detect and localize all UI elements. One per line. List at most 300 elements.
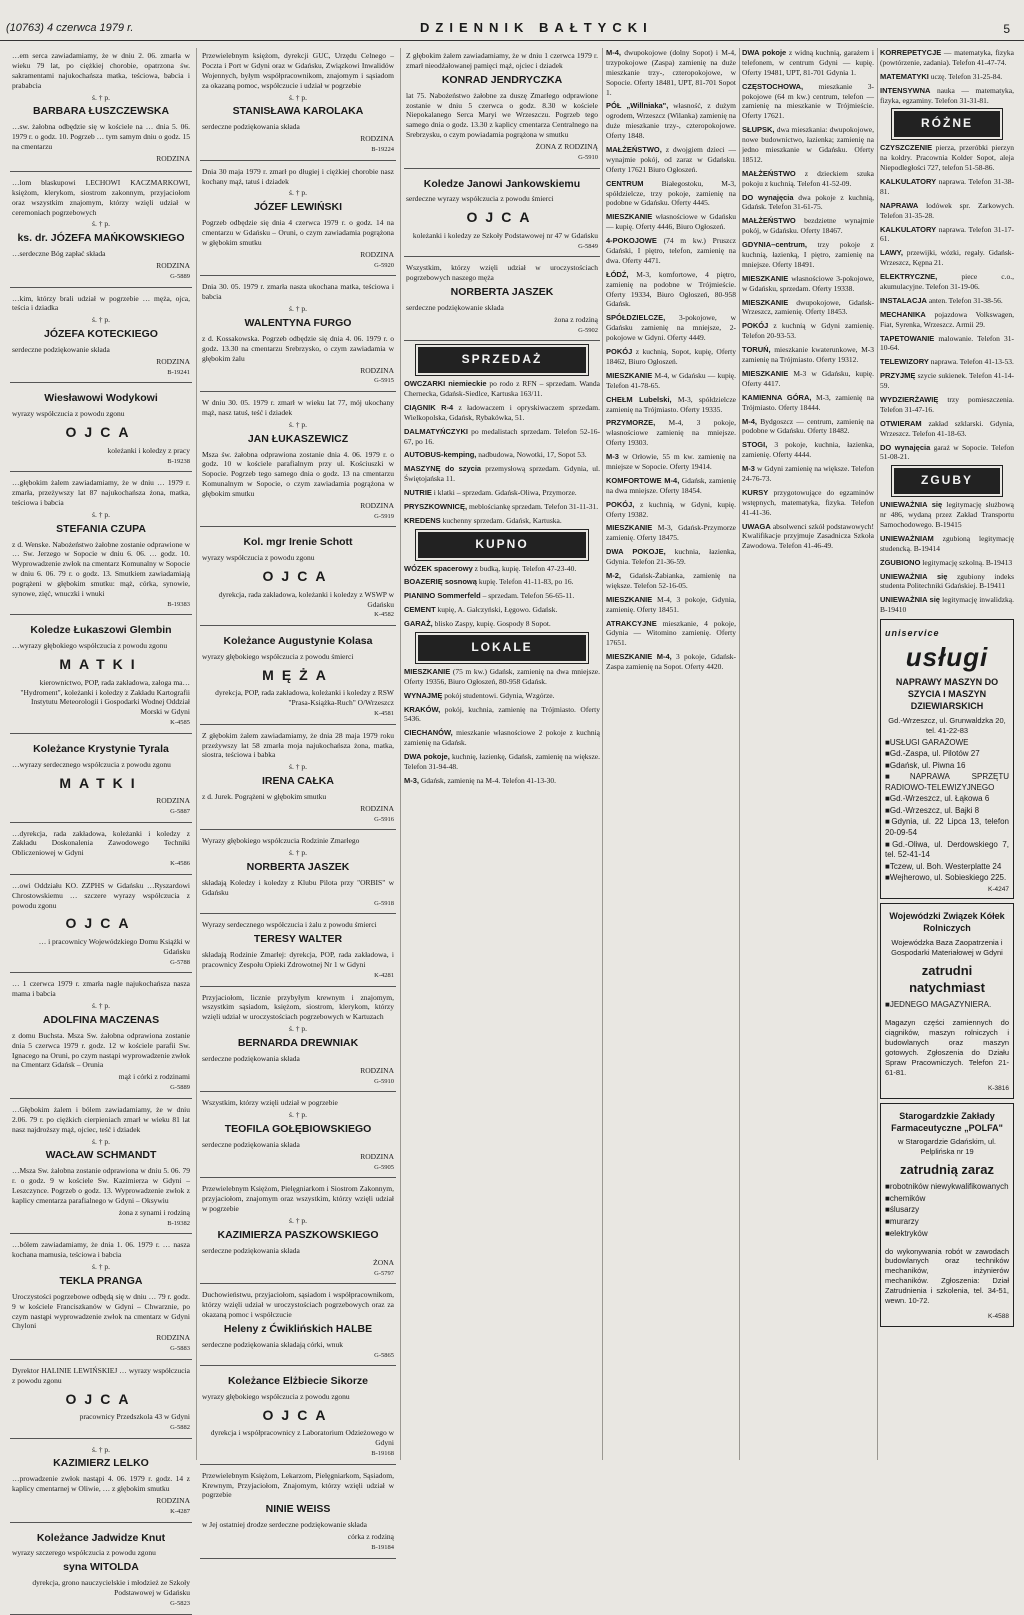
obituary-notice [10, 1237, 192, 1360]
notice-signature: RODZINA [360, 134, 394, 144]
notice-signature: kierownictwo, POP, rada zakładowa, załoga ma… "Hydroment", koleżanki i koledzy z Zakładu Kartografii Instytutu Meteorologii i Gospodarki Wodnej Oddział Morski w Gdyni [20, 677, 190, 717]
classified-ad [606, 313, 736, 343]
ad-text: Gdańsk, zamienię na dwa mniejsze. Oferty 18454. [606, 475, 737, 495]
classified-ad [404, 728, 600, 748]
ad-text: legitymację inwalidzką. B-19410 [880, 595, 1014, 615]
ad-text: w Gdyni zamienię na większe. Telefon 24-76-73. [742, 464, 874, 483]
notice-signature: żona z rodziną [554, 314, 598, 324]
notice-code: G-5910 [578, 153, 598, 161]
notice-signature: RODZINA [360, 501, 394, 510]
obituary-notice [10, 1102, 192, 1234]
ad-lead: POKÓJ [742, 321, 769, 331]
classified-ad [742, 274, 874, 294]
classified-ad [404, 591, 600, 601]
notice-code: G-5887 [170, 807, 190, 815]
notice-lead: Z głębokim żalem zawiadamiamy, że w dniu 1 czerwca 1979 r. zmarł nieodżałowanej pamięci mąż, ojciec i dziadek [406, 51, 598, 70]
notice-lead: Wyrazy serdecznego współczucia i żalu z powodu śmierci [202, 920, 377, 930]
brand-logo [885, 628, 1009, 674]
notice-code: G-5882 [170, 1423, 190, 1431]
classified-ad [880, 296, 1014, 306]
header-rule [0, 40, 1024, 41]
deceased-name: Kol. mgr Irenie Schott [243, 536, 353, 549]
notice-body: serdeczne podziękowania składa [202, 1053, 300, 1063]
ad-lead: TAPETOWANIE [880, 333, 935, 343]
obituary-notice [200, 629, 396, 725]
ad-lead: MAŁŻEŃSTWO, [606, 145, 662, 155]
notice-lead: …głębokim żalem zawiadamiamy, że w dniu … 1979 r. zmarła, przeżywszy lat 87 najukochańsza żona, matka, teściowa i babcia [12, 478, 190, 507]
brand-logo-small: uniservice [885, 628, 940, 639]
ad-lead: KORREPETYCJE [880, 48, 942, 57]
deceased-name: Koledze Janowi Jankowskiemu [423, 177, 581, 190]
ad-lead: ŁÓDŹ, [606, 269, 629, 279]
classified-ad [880, 248, 1014, 268]
ad-text: garaż w Sopocie. Telefon 51-08-21. [880, 442, 1014, 462]
ad-lead: M-4, [742, 416, 757, 426]
ad-text: po medalistach sprzedam. Telefon 52-16-67, po 16. [404, 426, 600, 446]
obituary-notice [200, 917, 396, 986]
obituary-notice [200, 1287, 396, 1366]
ad-lead: MIESZKANIE [404, 666, 451, 676]
ad-lead: INSTALACJA [880, 295, 927, 305]
notice-code: G-5920 [374, 261, 394, 269]
relation-word: OJCA [466, 209, 538, 226]
column-classifieds-misc [880, 48, 1014, 1460]
notice-rip: ś. † p. [289, 419, 307, 429]
ad-lead: PÓŁ „Willniaka", [606, 101, 669, 111]
ad-text: dwupokojowe, Gdańsk-Wrzeszcz, zamienię. Oferty 18453. [742, 297, 874, 317]
notice-body: …wyrazy głębokiego współczucia z powodu zgonu [12, 641, 168, 651]
ad-text: naprawa. Telefon 31-38-81. [880, 176, 1014, 196]
page-number: 5 [1003, 22, 1010, 36]
ad-lead: MAŁŻEŃSTWO [742, 216, 796, 226]
notice-code: G-5849 [578, 242, 598, 250]
notice-body: w Jej ostatniej drodze serdeczne podziękowanie składa [202, 1520, 367, 1530]
ad-text: M-3, Gdańsk-Przymorze zamienię. Oferty 18475. [606, 523, 736, 543]
deceased-name: Wiesławowi Wodykowi [44, 392, 158, 405]
ad-note: do wykonywania robót w zawodach budowlanych oraz techników mechaników, inżynierów mechaników. Zgłoszenia: Dział Zatrudnienia i szkolenia, tel. 34-51, wewn. 10-72. [885, 1246, 1009, 1306]
ad-code: K-3816 [988, 1085, 1009, 1093]
notice-lead: …dyrekcja, rada zakładowa, koleżanki i koledzy z Zakładu Doskonalenia Zawodowego Techniki Obliczeniowej w Gdyni [12, 828, 190, 858]
ad-lead: LAWY, [880, 248, 903, 258]
notice-rip: ś. † p. [289, 1215, 307, 1225]
deceased-name: JAN ŁUKASZEWICZ [247, 432, 349, 445]
issue-date: (10763) 4 czerwca 1979 r. [6, 22, 134, 34]
ad-text: — matematyka, fizyka (powtórzenie, zadania). Telefon 41-47-74. [880, 48, 1014, 67]
classified-ad [404, 605, 600, 615]
ad-text: blisko Zaspy, kupię. Gospody 8 Sopot. [434, 619, 551, 629]
column-classifieds-housing [606, 48, 736, 1460]
notice-code: K-4581 [374, 710, 394, 718]
notice-body: serdeczne podziękowanie składa [406, 302, 504, 312]
classified-ad [404, 516, 600, 526]
notice-rip: ś. † p. [289, 1024, 307, 1034]
ad-text: z kuchnią w Gdyni zamienię. Telefon 20-93-53. [742, 321, 874, 341]
notice-lead: …Głębokim żalem i bólem zawiadamiamy, że w dniu 2.06. 79 r. po ciężkich cierpieniach zmarł w wieku 81 lat nasz najdroższy mąż, ojciec, teść i dziadek [12, 1104, 190, 1134]
classified-ad [404, 464, 600, 484]
notice-body: serdeczne wyrazy współczucia z powodu śmierci [406, 194, 554, 204]
notice-signature: dyrekcja, POP, rada zakładowa, koleżanki i koledzy z RSW "Prasa-Książka-Ruch" O/Wrzeszcz [215, 688, 394, 708]
notice-rip: ś. † p. [92, 1444, 110, 1454]
ad-lead: AUTOBUS-kemping, [404, 450, 477, 460]
obituary-notice [10, 618, 192, 733]
ad-lead: CHEŁM Lubelski, [606, 394, 672, 404]
notice-body: wyrazy głębokiego współczucia z powodu zgonu [202, 1391, 350, 1401]
ad-text: uczę. Telefon 31-25-84. [930, 71, 1003, 81]
classified-ad [404, 776, 600, 786]
obituary-notice [10, 1442, 192, 1523]
ad-text: Gdańsk-Żabianka, zamienię na większe. Telefon 52-16-05. [606, 570, 737, 590]
ad-text: malowanie. Telefon 31-10-64. [880, 333, 1014, 353]
classified-ad [404, 619, 600, 629]
ad-text: Bydgoszcz — centrum, zamienię na podobne w Gdańsku. Oferty 18482. [742, 416, 874, 436]
classified-ad [880, 572, 1014, 592]
ad-lead: MIESZKANIE [742, 368, 789, 378]
obituary-notice [200, 990, 396, 1093]
notice-signature: RODZINA [156, 796, 190, 806]
notice-code: K-4586 [170, 860, 190, 868]
notice-code: G-5919 [374, 512, 394, 520]
ad-text: (74 m kw.) Pruszcz Gdański, I piętro, telefon, zamienię na dwa. Oferty 4471. [606, 236, 736, 265]
notice-body: wyrazy głębokiego współczucia z powodu śmierci [202, 651, 354, 661]
classified-ad [606, 547, 736, 567]
ad-lead: PRZYJMĘ [880, 371, 916, 381]
relation-word: OJCA [262, 568, 334, 585]
classified-ad [404, 752, 600, 772]
ad-lead: KURSY [742, 487, 769, 497]
ad-lead: KALKULATORY [880, 176, 937, 186]
notice-lead: …owi Oddziału KO. ZZPHS w Gdańsku …Ryszardowi Chrostowskiemu … szczere wyrazy współczucia z powodu zgonu [12, 880, 190, 910]
ad-list-item: ■ Gdynia, ul. 22 Lipca 13, telefon 20-09-54 [885, 817, 1009, 838]
section-heading: LOKALE [418, 635, 586, 661]
notice-signature: pracownicy Przedszkola 43 w Gdyni [79, 1412, 190, 1422]
ad-text: meblościankę sprzedam. Telefon 31-11-31. [468, 501, 599, 511]
ad-lead: MECHANIKA [880, 309, 926, 319]
obituary-notice [10, 386, 192, 472]
ad-text: dwa mieszkania: dwupokojowe, nowe budownictwo, łazienka; zamienię na jedno mieszkanie w Gdańsku. Oferty 18512. [742, 125, 874, 164]
ad-text: M-3 w Gdańsku, kupię. Oferty 4417. [742, 368, 874, 388]
notice-lead: Przyjaciołom, licznie przybyłym krewnym i znajomym, wszystkim sąsiadom, księżom, siostrom, klerykom, którzy wzięli udział w uroczystościach pogrzebowych w Kartuzach [202, 992, 394, 1022]
notice-signature: RODZINA [156, 356, 190, 366]
ad-text: mieszkanie własnościowe 2 pokoje z kuchnią zamienię na Gdańsk. [404, 728, 601, 748]
ad-lead: WYDZIERŻAWIĘ [880, 394, 939, 404]
ad-lead: MIESZKANIE [742, 297, 789, 307]
deceased-name: BARBARA ŁUSZCZEWSKA [32, 105, 170, 118]
obituary-notice [10, 976, 192, 1099]
notice-rip: ś. † p. [289, 92, 307, 102]
ad-lead: GDYNIA–centrum, [742, 240, 808, 250]
notice-lead: …em serca zawiadamiamy, że w dniu 2. 06. zmarła w wieku 79 lat, po ciężkiej chorobie, opatrzona św. sakramentami najukochańsza matka, teściowa, babcia i prababcia [12, 51, 190, 90]
obituary-notice [200, 530, 396, 626]
ad-lead: KREDENS [404, 515, 441, 525]
notice-code: G-5916 [374, 815, 394, 823]
ad-lead: ZGUBIONO [880, 557, 921, 567]
notice-body: serdeczne podziękowania składa [202, 1245, 300, 1255]
notice-rip: ś. † p. [92, 1001, 110, 1011]
ad-lead: CZYSZCZENIE [880, 143, 933, 153]
notice-signature: mąż i córki z rodzinami [118, 1072, 190, 1082]
notice-lead: Dnia 30 maja 1979 r. zmarł po długiej i ciężkiej chorobie nasz kochany mąż, tatuś i dziadek [202, 166, 394, 186]
ad-lead: UNIEWAŻNIA się [880, 500, 943, 510]
classified-ad [880, 558, 1014, 568]
classified-ad [742, 216, 874, 236]
ad-text: Białegostoku, M-3, spółdzielcze, trzy pokoje, zamienię na podobne w Gdańsku. Oferty 4445. [606, 178, 736, 208]
classified-ad [880, 72, 1014, 82]
ad-text: kuchnia, łazienka, Gdynia. Telefon 21-36-59. [606, 547, 736, 567]
notice-signature: koleżanki i koledzy z pracy [107, 445, 190, 455]
classified-ad [742, 345, 874, 365]
classified-ad [404, 379, 600, 399]
ad-text: i klatki – sprzedam. Gdańsk-Oliwa, Przymorze. [433, 488, 577, 498]
obituary-notice [200, 833, 396, 914]
ad-lead: M-4, [606, 48, 621, 57]
display-advertisement [880, 619, 1014, 899]
ad-text: nadbudowa, Nowotki, 17, Sopot 53. [478, 450, 587, 460]
classified-ad [404, 427, 600, 447]
section-heading: KUPNO [418, 532, 586, 558]
deceased-name: WACŁAW SCHMANDT [45, 1149, 157, 1162]
ad-lead: M-3, [404, 775, 419, 785]
classified-ad [606, 179, 736, 209]
notice-body: Uroczystości pogrzebowe odbędą się w dniu … 79 r. godz. 9 w kościele Franciszkanów w Gdyni – Chwarznie, po czym nastąpi wyprowadzenie zwłok na cmentarz w Gdyni Chyloni [12, 1291, 190, 1331]
ad-lead: MIESZKANIE [606, 212, 653, 222]
deceased-name: ks. dr. JÓZEFA MAŃKOWSKIEGO [17, 232, 185, 245]
notice-body: z d. Kossakowska. Pogrzeb odbędzie się dnia 4. 06. 1979 r. o godz. 13.30 na cmentarzu Srebrzysko, o czym zawiadamia w głębokim żalu [202, 333, 394, 363]
ad-text: z dwojgiem dzieci — wynajmie pokój, od zaraz w Gdańsku. Oferty 17621 Biuro Ogłoszeń. [606, 145, 736, 174]
notice-body: …prowadzenie zwłok nastąpi 4. 06. 1979 r. godz. 14 z kaplicy cmentarnej w Oliwie, … z głębokim smutku [12, 1474, 190, 1494]
notice-body: składają Rodzinie Zmarłej: dyrekcja, POP, rada zakładowa, i pracownicy Zespołu Opieki Zdrowotnej Nr 1 w Gdyni [202, 950, 394, 970]
ad-code: K-4247 [988, 885, 1009, 893]
obituary-notice [10, 826, 192, 875]
ad-lead: ELEKTRYCZNE, [880, 272, 938, 282]
classified-ad [404, 577, 600, 587]
notice-code: G-5865 [374, 1351, 394, 1359]
classified-ad [606, 395, 736, 415]
notice-body: lat 75. Nabożeństwo żałobne za duszę Zmarłego odprawione zostanie w dniu 5 czerwca o godz. 8.30 w kościele Niepokalanego Serca Maryi we Wrzeszczu. Pogrzeb tego samego dnia o godz. 13.30 z kaplicy cmentarza Centralnego na Srebrzysku, o czym powiadamia pogrążona w smutku [406, 90, 598, 140]
deceased-name: KONRAD JENDRYCZKA [441, 73, 563, 86]
obituary-notice [200, 395, 396, 527]
ad-text: 3 pokoje, Gdańsk-Zaspa zamienię na Sopot. Oferty 4420. [606, 652, 737, 672]
ad-lead: WÓZEK spacerowy [404, 563, 473, 573]
deceased-name: Koleżance Krystynie Tyrala [33, 742, 169, 755]
classified-ad [606, 212, 736, 232]
deceased-name: Koleżance Elżbiecie Sikorze [227, 1375, 369, 1388]
ad-text: kupię, A. Gałczyński, Łęgowo. Gdańsk. [437, 605, 558, 615]
ad-lead: MASZYNĘ do szycia [404, 464, 482, 474]
ad-text: z kuchnią, Sopot, kupię, Oferty 18462, Biuro Ogłoszeń. [606, 347, 737, 366]
ad-text: z ładowaczem i opryskiwaczem sprzedam. Wielkopolska, Gdańsk, Rybakówka, 51. [404, 402, 600, 422]
notice-lead: … 1 czerwca 1979 r. zmarła nagle najukochańsza nasza mama i babcia [12, 979, 190, 999]
notice-body: …sw. żałobna odbędzie się w kościele na … dnia 5. 06. 1979 r. o godz. 10. Pogrzeb … tym samym dniu o godz. 15 na cmentarzu [12, 122, 190, 152]
deceased-name: WALENTYNA FURGO [244, 317, 352, 330]
notice-code: K-4582 [374, 611, 394, 619]
classified-ad [404, 450, 600, 460]
deceased-name: ADOLFINA MACZENAS [42, 1013, 160, 1026]
brand-logo-text: usługi [905, 641, 989, 672]
deceased-name: NORBERTA JASZEK [246, 861, 350, 874]
ad-text: M-3, spółdzielcze zamienię na Trójmiasto. Oferty 19335. [606, 394, 736, 414]
obituary-notice [10, 291, 192, 384]
notice-lead: Wyrazy głębokiego współczucia Rodzinie Zmarłego [202, 836, 360, 846]
notice-code: G-5905 [374, 1163, 394, 1171]
column-obituaries-2 [200, 48, 396, 1551]
classified-ad [880, 201, 1014, 221]
column-obituaries-1 [10, 48, 192, 1607]
notice-code: G-5883 [170, 1345, 190, 1353]
obituary-notice [404, 172, 600, 258]
notice-body: …wyrazy serdecznego współczucia z powodu zgonu [12, 759, 171, 769]
page-header [0, 0, 1024, 40]
notice-code: B-19382 [167, 1219, 190, 1227]
ad-lead: M-3 [742, 464, 755, 474]
ad-lead: KAMIENNA GÓRA, [742, 392, 812, 402]
classified-ad [404, 488, 600, 498]
classified-ad [880, 534, 1014, 554]
ad-lead: DO wynajęcia [742, 192, 794, 202]
notice-rip: ś. † p. [92, 1262, 110, 1272]
ad-text: własnościowe 3-pokojowe, w Gdańsku, sprzedam. Oferty 19338. [742, 273, 875, 293]
ad-text: trzy pomieszczenia. Telefon 31-47-16. [880, 394, 1014, 414]
classified-ad [742, 488, 874, 518]
classified-ad [742, 82, 874, 122]
notice-code: B-19241 [167, 368, 190, 376]
ad-text: Gdańsk, zamienię na M-4. Telefon 41-13-30. [420, 775, 557, 785]
notice-signature: RODZINA [360, 249, 394, 259]
ad-lead: MIESZKANIE [742, 273, 789, 283]
notice-lead: Dyrektor HALINIE LEWIŃSKIEJ … wyrazy współczucia z powodu zgonu [12, 1365, 190, 1385]
ad-text: legitymację szkolną. B-19413 [922, 557, 1013, 567]
ad-list-item: ■ robotników niewykwalifikowanych [885, 1182, 1009, 1193]
notice-lead: Dnia 30. 05. 1979 r. zmarła nasza ukochana matka, teściowa i babcia [202, 282, 394, 302]
notice-code: G-5889 [170, 1084, 190, 1092]
classified-ad [880, 272, 1014, 292]
ad-text: legitymację służbową nr 486, wydaną przez Zakład Transportu Samochodowego. B-19415 [880, 500, 1015, 529]
ad-lead: CIECHANÓW, [404, 728, 453, 738]
ad-text: 3 pokoje, kuchnia, łazienka, zamienię. Oferty 4444. [742, 440, 874, 460]
ad-lead: DO wynajęcia [880, 442, 931, 452]
classified-ad [606, 452, 736, 472]
notice-signature: RODZINA [360, 803, 394, 813]
ad-lead: UWAGA [742, 521, 771, 531]
deceased-name: TEOFILA GOŁĘBIOWSKIEGO [224, 1123, 372, 1136]
ad-lead: KRAKÓW, [404, 704, 441, 714]
deceased-name: TERESY WALTER [253, 933, 343, 946]
notice-code: K-4585 [170, 719, 190, 727]
column-divider [602, 48, 603, 1460]
obituary-notice [404, 260, 600, 341]
ad-list [885, 1000, 1009, 1011]
classified-ad [606, 145, 736, 175]
notice-code: K-4287 [170, 1507, 190, 1515]
classified-ad [606, 523, 736, 543]
ad-text: kuchenny sprzedam. Gdańsk, Kartuska. [442, 515, 562, 525]
classified-ad [606, 476, 736, 496]
notice-signature: koleżanki i koledzy ze Szkoły Podstawowej nr 47 w Gdańsku [412, 230, 598, 240]
classified-ad [742, 48, 874, 78]
ad-lead: MIESZKANIE [606, 370, 653, 380]
ad-text: szycie sukienek. Telefon 41-14-59. [880, 371, 1014, 391]
classified-ad [404, 564, 600, 574]
notice-code: G-5797 [374, 1269, 394, 1277]
ad-lead: PRZYMORZE, [606, 418, 656, 428]
ad-text: pokój studentowi. Gdynia, Wzgórze. [444, 690, 555, 700]
classified-ad [742, 125, 874, 165]
classified-ad [742, 440, 874, 460]
ad-lead: TORUŃ, [742, 345, 771, 355]
notice-signature: dyrekcja, grono nauczycielskie i młodzież ze Szkoły Podstawowej w Gdańsku [32, 1578, 190, 1598]
ad-text: piece c.o., akumulacyjne. Telefon 31-19-06. [880, 272, 1015, 291]
ad-text: w Orłowie, 55 m kw. zamienię na mniejsze w Sopocie. Oferty 19414. [606, 452, 737, 471]
ad-lead: NUTRIE [404, 488, 432, 498]
ad-list-item: ■ ślusarzy [885, 1205, 1009, 1216]
notice-signature: RODZINA [156, 1333, 190, 1343]
ad-title: Wojewódzki Związek Kółek Rolniczych [889, 911, 1005, 934]
notice-lead: …lom blaskupowi LECHOWI KACZMARKOWI, księżom, klerykom, siostrom zakonnym, przyjaciołom oraz wszystkim znajomym, którzy wzięli udział w ceremoniach pogrzebowych [12, 177, 190, 217]
classified-ad [880, 500, 1014, 530]
relation-word: MATKI [59, 774, 143, 791]
notice-signature: RODZINA [156, 261, 190, 271]
ad-text: kupię. Telefon 41-11-83, po 16. [478, 577, 574, 587]
notice-rip: ś. † p. [92, 92, 110, 102]
ad-lead: PRYSZKOWNICĘ, [404, 501, 468, 511]
ad-text: przewijki, wózki, regały. Gdańsk-Wrzeszcz, Kępna 21. [880, 248, 1014, 268]
ad-lead: DWA POKOJE, [606, 547, 666, 557]
notice-body: serdeczne podziękowania składają córki, wnuk [202, 1339, 343, 1349]
notice-code: G-5915 [374, 377, 394, 385]
ad-lead: PIANINO Sommerfeld [404, 591, 481, 601]
classified-ad [742, 298, 874, 318]
notice-code: B-19238 [167, 457, 190, 465]
notice-lead: Wszystkim, którzy wzięli udział w uroczystościach pogrzebowych naszego męża [406, 263, 598, 283]
ad-text: pokój, kuchnia, zamienię na Trójmiasto. Oferty 5436. [404, 704, 600, 724]
deceased-name: STEFANIA CZUPA [56, 522, 146, 535]
column-classifieds-housing-2 [742, 48, 874, 1460]
ad-text: przemysłową sprzedam. Gdynia, ul. Świętojańska 11. [404, 464, 601, 484]
ad-text: M-3, zamienię na Trójmiasto. Oferty 18444. [742, 392, 874, 412]
notice-body: wyrazy współczucia z powodu zgonu [12, 409, 125, 419]
ad-lead: MATEMATYKI [880, 71, 929, 81]
ad-text: z kuchnią, w Gdyni, kupię. Oferty 19382. [606, 499, 736, 519]
obituary-notice [10, 475, 192, 615]
ad-lead: OTWIERAM [880, 418, 922, 428]
ad-list-item: ■ NAPRAWA SPRZĘTU RADIOWO-TELEWIZYJNEGO [885, 772, 1009, 793]
ad-lead: MIESZKANIE M-4, [606, 652, 672, 662]
notice-lead: Duchowieństwu, przyjaciołom, sąsiadom i współpracownikom, którzy wzięli udział w uroczystościach pogrzebowych oraz za okazaną pomoc i współczucie [202, 1290, 394, 1319]
deceased-name: TEKLA PRANGA [59, 1274, 143, 1287]
ad-text: zgubiony indeks studenta Politechniki Gdańskiej. B-19411 [880, 571, 1014, 591]
relation-word: MATKI [59, 656, 143, 673]
ad-lead: DWA pokoje, [404, 752, 450, 762]
classified-ad [742, 522, 874, 552]
section-heading: RÓŻNE [894, 111, 1000, 137]
notice-rip: ś. † p. [92, 219, 110, 229]
notice-signature: RODZINA [360, 1065, 394, 1075]
ad-lead: M-3 [606, 452, 619, 462]
notice-body: …Msza Sw. żałobna zostanie odprawiona w dniu 5. 06. 79 r. o godz. 9 w kościele Sw. Kazimierza w Gdyni – Leszczynce. Pogrzeb o godz. 13. Wyprowadzenie zwłok z kaplicy cmentarza parafialnego w Gdyni – Oksywiu [12, 1166, 190, 1205]
notice-rip: ś. † p. [289, 762, 307, 772]
ad-text: lodówek spr. Zarkowych. Telefon 31-35-28. [880, 200, 1015, 220]
notice-lead: Z głębokim żalem zawiadamiamy, że dnia 28 maja 1979 roku przeżywszy lat 58 zmarła moja najukochańsza żona, matka, siostra, teściowa i babka [202, 730, 394, 760]
ad-list-item: ■ JEDNEGO MAGAZYNIERA. [885, 1000, 1009, 1011]
classified-ad [606, 48, 736, 97]
ad-lead: KALKULATORY [880, 224, 937, 234]
obituary-notice [200, 164, 396, 277]
notice-body: Pogrzeb odbędzie się dnia 4 czerwca 1979 r. o godz. 14 na cmentarzu w Gdańsku – Oruni, o czym zawiadamia pogrążona w głębokim smutku [202, 218, 394, 247]
classified-ad [606, 418, 736, 448]
ad-lead: UNIEWAŻNIA się [880, 571, 948, 581]
classified-ad [880, 419, 1014, 439]
deceased-name: Heleny z Ćwiklińskich HALBE [223, 1322, 373, 1335]
obituary-notice [10, 175, 192, 288]
